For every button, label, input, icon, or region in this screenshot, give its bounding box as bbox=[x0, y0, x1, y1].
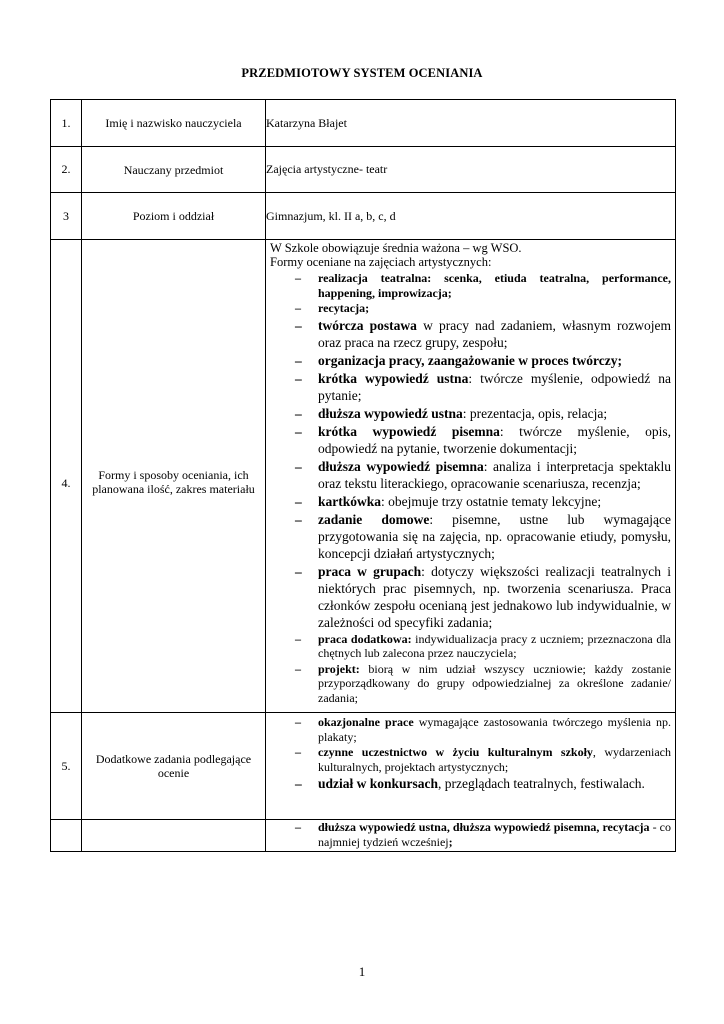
list-item: – realizacja teatralna: scenka, etiuda teatralna, performance, happening, improwizacja; bbox=[295, 271, 671, 300]
dash-bullet: – bbox=[295, 631, 301, 646]
dash-bullet: – bbox=[295, 661, 301, 676]
row-number: 4. bbox=[51, 240, 82, 713]
dash-bullet: – bbox=[295, 405, 302, 421]
dash-bullet: – bbox=[295, 820, 301, 834]
list-item: – praca w grupach: dotyczy większości realizacji teatralnych i niektórych prac pisemnych, np. tworzenia scenariusza. Praca członków zespołu ocenianą jest jednakowo lub indywidualnie, w zależności od specyfiki zadania; bbox=[295, 563, 671, 630]
row-label: Imię i nazwisko nauczyciela bbox=[82, 100, 266, 147]
dash-bullet: – bbox=[295, 776, 302, 791]
row-label: Formy i sposoby oceniania, ich planowana ilość, zakres materiału bbox=[82, 240, 266, 713]
intro-line: Formy oceniane na zajęciach artystycznych: bbox=[270, 255, 492, 269]
list-item: – udział w konkursach, przeglądach teatralnych, festiwalach. bbox=[295, 776, 645, 791]
row-value: Zajęcia artystyczne- teatr bbox=[266, 147, 676, 193]
list-item: – zadanie domowe: pisemne, ustne lub wymagające przygotowania się na zajęcia, np. opracowanie etiudy, pomysłu, koncepcji działań artystycznych; bbox=[295, 511, 672, 561]
dash-bullet: – bbox=[295, 745, 301, 759]
list-item: – projekt: biorą w nim udział wszyscy uczniowie; każdy zostanie przyporządkowany do grupy odpowiedzialnej za określone zadanie/ zadania; bbox=[295, 661, 671, 705]
row-label: Poziom i oddział bbox=[82, 193, 266, 240]
dash-bullet: – bbox=[295, 423, 302, 439]
dash-bullet: – bbox=[295, 458, 302, 474]
row-number: 5. bbox=[51, 713, 82, 820]
page-number: 1 bbox=[358, 964, 366, 979]
table-row-forms bbox=[51, 240, 676, 713]
list-item: – praca dodatkowa: indywidualizacja pracy z uczniem; przeznaczona dla chętnych lub zalecona przez nauczyciela; bbox=[295, 631, 671, 660]
row-label: Nauczany przedmiot bbox=[82, 147, 266, 193]
row-number: 1. bbox=[51, 100, 82, 147]
document-title: PRZEDMIOTOWY SYSTEM OCENIANIA bbox=[241, 66, 483, 80]
table-row bbox=[51, 147, 676, 193]
dash-bullet: – bbox=[295, 715, 301, 729]
row-number: 2. bbox=[51, 147, 82, 193]
list-item: – kartkówka: obejmuje trzy ostatnie tematy lekcyjne; bbox=[295, 493, 602, 509]
dash-bullet: – bbox=[295, 493, 302, 509]
row-value: Gimnazjum, kl. II a, b, c, d bbox=[266, 193, 676, 240]
dash-bullet: – bbox=[295, 511, 302, 527]
list-item: – dłuższa wypowiedź ustna: prezentacja, opis, relacja; bbox=[295, 405, 608, 421]
row-label bbox=[82, 820, 266, 852]
list-item: – czynne uczestnictwo w życiu kulturalnym szkoły, wydarzeniach kulturalnych, projektach artystycznych; bbox=[295, 745, 671, 774]
list-item: – dłuższa wypowiedź ustna, dłuższa wypowiedź pisemna, recytacja - co najmniej tydzień wcześniej; bbox=[295, 820, 671, 849]
row-content bbox=[266, 713, 676, 820]
table-row bbox=[51, 100, 676, 147]
dash-bullet: – bbox=[295, 317, 302, 333]
row-label: Dodatkowe zadania podlegające ocenie bbox=[82, 713, 266, 820]
row-content bbox=[266, 820, 676, 852]
list-item: – recytacja; bbox=[295, 301, 370, 315]
list-item: – krótka wypowiedź pisemna: twórcze myślenie, opis, odpowiedź na pytanie, tworzenie dokumentacji; bbox=[295, 423, 672, 456]
list-item: – krótka wypowiedź ustna: twórcze myślenie, odpowiedź na pytanie; bbox=[295, 370, 671, 403]
list-item: – twórcza postawa w pracy nad zadaniem, własnym rozwojem oraz praca na rzecz grupy, zespołu; bbox=[295, 317, 672, 350]
dash-bullet: – bbox=[295, 352, 302, 368]
table-row bbox=[51, 193, 676, 240]
list-item: – dłuższa wypowiedź pisemna: analiza i interpretacja spektaklu oraz tekstu literackiego, opracowanie scenariusza, recenzja; bbox=[295, 458, 671, 491]
dash-bullet: – bbox=[295, 271, 301, 285]
row-content bbox=[266, 240, 676, 713]
row-value: Katarzyna Błajet bbox=[266, 100, 676, 147]
dash-bullet: – bbox=[295, 301, 301, 315]
evaluation-table bbox=[50, 99, 676, 852]
dash-bullet: – bbox=[295, 563, 302, 579]
list-item: – okazjonalne prace wymagające zastosowania twórczego myślenia np. plakaty; bbox=[295, 715, 671, 744]
dash-bullet: – bbox=[295, 370, 302, 386]
intro-line: W Szkole obowiązuje średnia ważona – wg WSO. bbox=[270, 241, 522, 255]
table-row-deadlines bbox=[51, 820, 676, 852]
row-number bbox=[51, 820, 82, 852]
row-number: 3 bbox=[51, 193, 82, 240]
table-row-additional bbox=[51, 713, 676, 820]
list-item: – organizacja pracy, zaangażowanie w proces twórczy; bbox=[295, 352, 622, 368]
